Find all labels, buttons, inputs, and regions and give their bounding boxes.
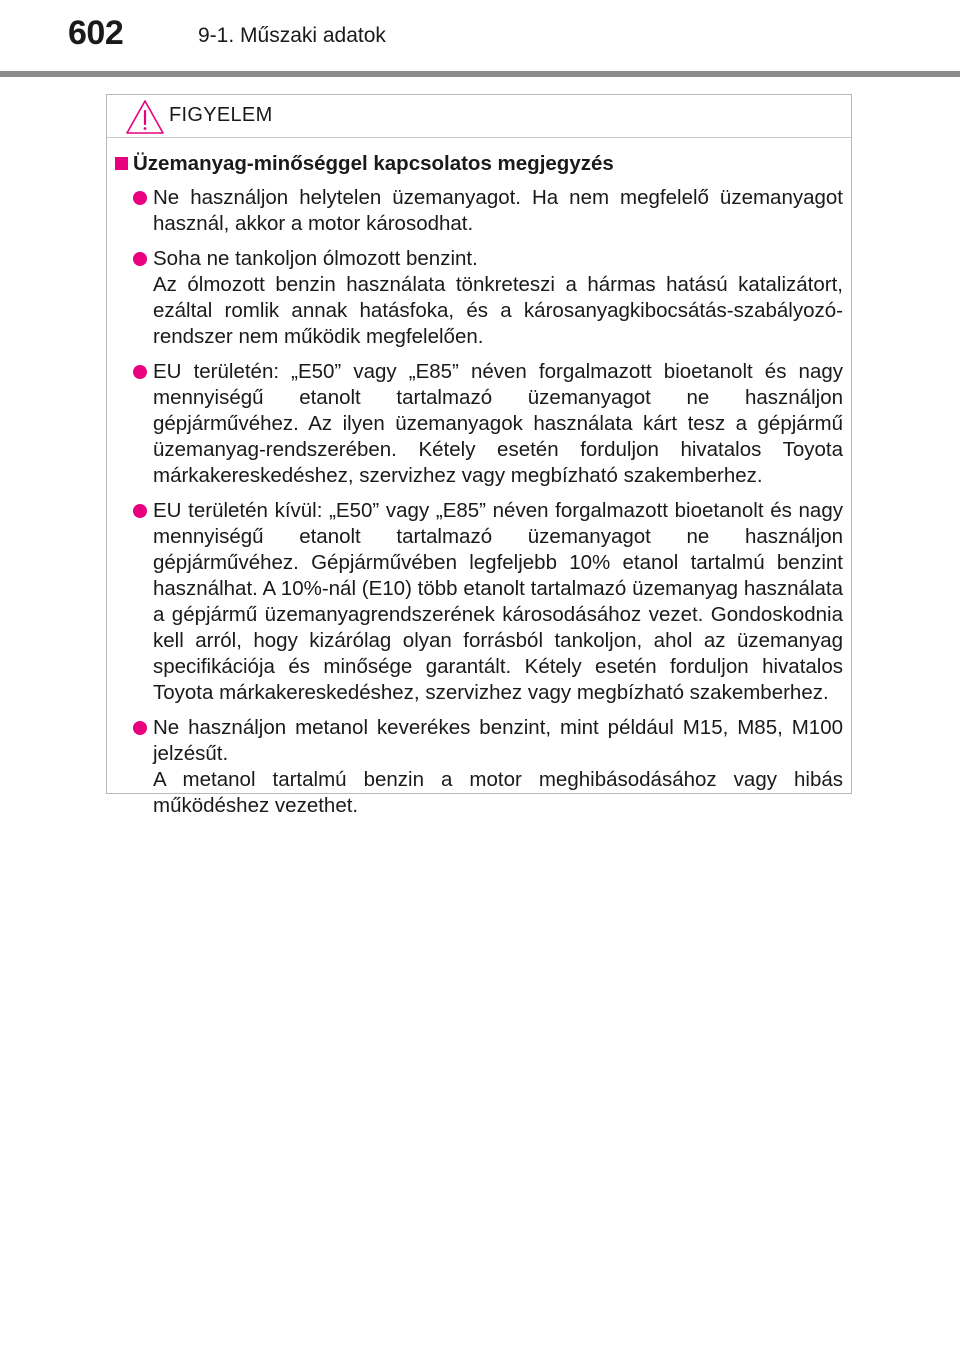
header-rule [0, 71, 960, 77]
warning-title: FIGYELEM [169, 104, 273, 126]
warning-box [106, 94, 852, 817]
item-paragraph: A metanol tartalmú benzin a motor meghibásodásához vagy hibás működéshez vezethet. [153, 768, 843, 817]
list-item [113, 185, 843, 237]
topic-heading [113, 151, 843, 177]
page-header [0, 0, 960, 80]
warning-header [107, 95, 851, 138]
circle-bullet-icon [133, 721, 147, 735]
list-item [113, 359, 843, 489]
square-bullet-icon [115, 157, 128, 170]
topic-heading-text: Üzemanyag-minőséggel kapcsolatos megjegyzés [133, 152, 614, 175]
item-paragraph: Az ólmozott benzin használata tönkreteszi a hármas hatású katalizátort, ezáltal romlik annak hatásfoka, és a károsanyagkibocsátás-szabályozó-rendszer nem működik megfelelően. [153, 273, 843, 348]
warning-triangle-icon [125, 99, 165, 135]
item-paragraph: EU területén kívül: „E50” vagy „E85” néven forgalmazott bioetanolt és nagy mennyiségű etanolt tartalmazó üzemanyagot ne használjon gépjárművéhez. Gépjárművében legfeljebb 10% etanol tartalmú benzint használhat. A 10%-nál (E10) több etanolt tartalmazó üzemanyag használata a gépjármű üzemanyagrendszerének károsodásához vezet. Gondoskodnia kell arról, hogy kizárólag olyan forrásból tankoljon, ahol az üzemanyag specifikációja és minősége garantált. Kétely esetén forduljon hivatalos Toyota márkakereskedéshez, szervizhez vagy megbízható szakemberhez. [153, 499, 843, 704]
circle-bullet-icon [133, 252, 147, 266]
circle-bullet-icon [133, 191, 147, 205]
page-number: 602 [68, 14, 124, 52]
item-paragraph: Ne használjon metanol keverékes benzint, mint például M15, M85, M100 jelzésűt. [153, 716, 843, 765]
item-paragraph: EU területén: „E50” vagy „E85” néven forgalmazott bioetanolt és nagy mennyiségű etanolt tartalmazó üzemanyagot ne használjon gépjárművéhez. Az ilyen üzemanyagok használata kárt tesz a gépjármű üzemanyag-rendszerében. Kétely esetén forduljon hivatalos Toyota márkakereskedéshez, szervizhez vagy megbízható szakemberhez. [153, 360, 843, 487]
section-title: 9-1. Műszaki adatok [198, 24, 386, 47]
warning-content [113, 151, 843, 828]
circle-bullet-icon [133, 365, 147, 379]
circle-bullet-icon [133, 504, 147, 518]
item-paragraph: Soha ne tankoljon ólmozott benzint. [153, 247, 478, 270]
list-item [113, 246, 843, 350]
list-item [113, 715, 843, 819]
item-paragraph: Ne használjon helytelen üzemanyagot. Ha nem megfelelő üzemanyagot használ, akkor a motor károsodhat. [153, 186, 843, 235]
list-item [113, 498, 843, 706]
